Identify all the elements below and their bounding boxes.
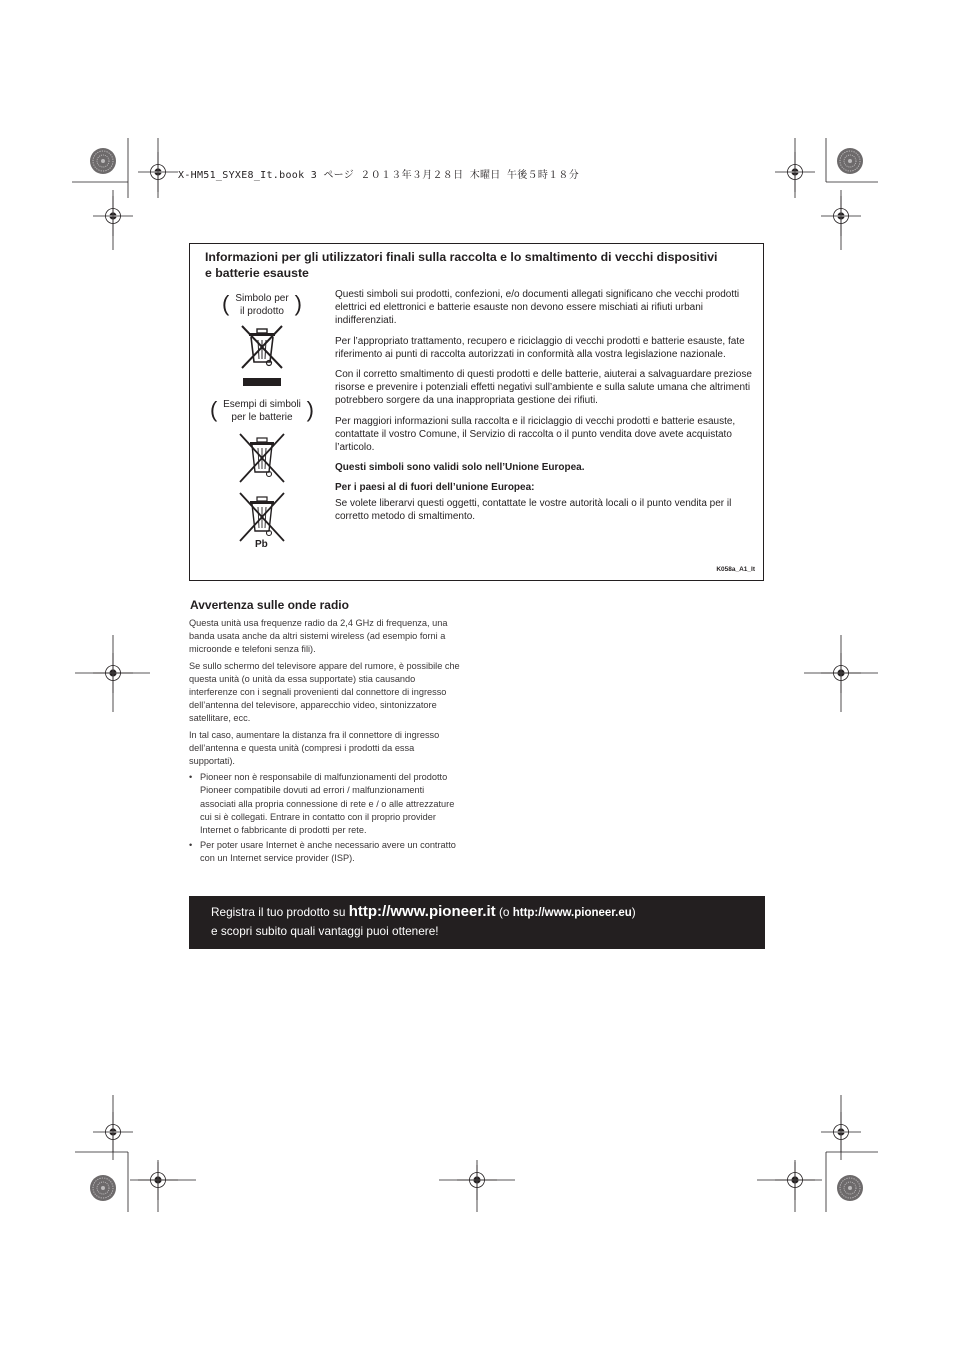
weee-paragraph-3: Con il corretto smaltimento di questi prodotti e delle batterie, aiuterai a salvaguardare preziose risorse e prevenire i potenziali effetti negativi sull’ambiente e sulla salute umana che altrimenti potrebbero sorgere da una inappropriata gestione dei rifiuti. — [335, 369, 752, 407]
weee-eu-only-note: Questi simboli sono validi solo nell’Unione Europea. — [335, 462, 585, 474]
product-symbol-label-line-1: ( Simbolo per — [235, 293, 289, 304]
product-symbol-label — [230, 292, 294, 318]
battery-symbol-label-line-2: per le batterie — [231, 412, 293, 423]
weee-reference-code: K058a_A1_It — [716, 566, 755, 573]
crossed-bin-product-icon — [236, 324, 288, 388]
bullet-marker: • — [189, 840, 193, 851]
radio-paragraph-2: Se sullo schermo del televisore appare del rumore, è possibile che questa unità (o unità da essa supportate) stia causando interferenze con i segnali provenienti dal connettore di ingresso dell’antenna del televisore, apparecchio video, sintonizzatore satellitare, ecc. — [189, 660, 460, 724]
pioneer-eu-link[interactable]: http://www.pioneer.eu — [512, 907, 632, 919]
product-symbol-label-line-2: il prodotto — [240, 306, 284, 317]
pioneer-it-link[interactable]: http://www.pioneer.it — [348, 903, 496, 920]
radio-bullet-item-1 — [189, 771, 461, 837]
weee-non-eu-text: Se volete liberarvi questi oggetti, contattate le vostre autorità locali o il punto vendita per il corretto metodo di smaltimento. — [335, 497, 732, 522]
weee-paragraph-2: Per l’appropriato trattamento, recupero e riciclaggio di vecchi prodotti e batterie esauste, fate riferimento ai punti di raccolta autorizzati in conformità alla vostra legislazione nazionale. — [335, 335, 745, 360]
weee-paragraph-4: Per maggiori informazioni sulla raccolta e il riciclaggio di vecchi prodotti e batterie esauste, contattate il vostro Comune, il Servizio di raccolta o il punto vendita dove avete acquistato l’articolo. — [335, 415, 736, 454]
registration-alt-open: (o — [495, 905, 513, 919]
registration-alt-close: ) — [631, 905, 636, 919]
battery-symbol-label-line-1: ( Esempi di simboli — [223, 399, 301, 410]
bullet-marker: • — [189, 772, 193, 783]
weee-text-column — [335, 288, 755, 530]
pb-label: Pb — [255, 539, 268, 550]
registration-banner — [189, 896, 765, 949]
battery-symbol-label — [218, 398, 306, 424]
radio-paragraph-3: In tal caso, aumentare la distanza fra il connettore di ingresso dell’antenna e questa unità (compresi i prodotti da essa supportati). — [189, 729, 440, 767]
radio-bullet-item-2 — [189, 839, 461, 865]
crossed-bin-battery-pb-icon — [236, 491, 288, 543]
radio-bullet-text-2: Per poter usare Internet è anche necessario avere un contratto con un Internet service provider (ISP). — [200, 840, 456, 864]
registration-prefix: Registra il tuo prodotto su — [211, 905, 349, 919]
weee-paragraph-1: Questi simboli sui prodotti, confezioni, e/o documenti allegati significano che vecchi prodotti elettrici ed elettronici e batterie esauste non devono essere mischiati ai rifiuti urbani indifferenziati. — [335, 289, 740, 327]
radio-bullet-text-1: Pioneer non è responsabile di malfunzionamenti del prodotto Pioneer compatibile dovuti ad errori / malfunzionamenti associati alla propria connessione di rete e / o alle attrezzature cui si è collegati. Entrare in contatto con il proprio provider Internet o fabbricante di prodotti per rete. — [200, 772, 455, 836]
weee-notice-box — [189, 243, 764, 581]
radio-paragraph-1: Questa unità usa frequenze radio da 2,4 GHz di frequenza, una banda usata anche da altri sistemi wireless (ad esempio forni a microonde e telefoni senza fili). — [189, 618, 448, 655]
registration-line-2: e scopri subito quali vantaggi puoi ottenere! — [211, 924, 439, 938]
radio-warning-title: Avvertenza sulle onde radio — [190, 598, 349, 612]
crossed-bin-battery-icon — [236, 432, 288, 484]
registration-line-1 — [211, 903, 636, 920]
weee-non-eu-heading: Per i paesi al di fuori dell’unione Europea: — [335, 482, 535, 494]
print-file-header: X-HM51_SYXE8_It.book 3 ページ ２０１３年３月２８日 木曜日 午後５時１８分 — [178, 170, 580, 181]
weee-title: Informazioni per gli utilizzatori finali sulla raccolta e lo smaltimento di vecchi dispositivi e batterie esauste — [205, 250, 718, 280]
radio-warning-body — [189, 617, 461, 868]
